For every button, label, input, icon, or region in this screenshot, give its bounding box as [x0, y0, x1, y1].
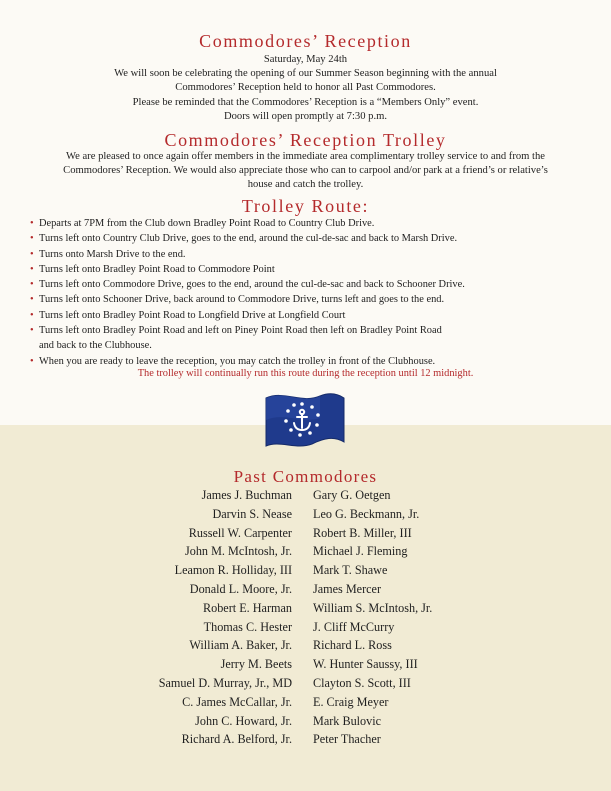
commodores-left-column — [100, 486, 292, 749]
route-item — [30, 292, 590, 307]
trolley-line: We are pleased to once again offer members in the immediate area complimentary trolley service to and from the — [65, 151, 545, 162]
route-item-text: Turns left onto Commodore Drive, goes to the end, around the cul-de-sac and back to Schooner Drive. — [39, 279, 465, 291]
commodore-name: C. James McCallar, Jr. — [182, 694, 292, 709]
bullet-icon: • — [30, 233, 34, 245]
route-item-text: Turns left onto Bradley Point Road and left on Piney Point Road then left on Bradley Point Road — [39, 325, 442, 337]
route-item — [30, 247, 590, 262]
route-list — [30, 216, 590, 369]
route-item-continuation: and back to the Clubhouse. — [39, 340, 152, 352]
route-item — [30, 216, 590, 231]
reception-line: Doors will open promptly at 7:30 p.m. — [223, 110, 387, 122]
route-item — [30, 262, 590, 277]
commodore-name: Richard L. Ross — [313, 638, 392, 653]
bullet-icon: • — [30, 355, 34, 367]
route-item — [30, 308, 590, 323]
commodore-name: Richard A. Belford, Jr. — [181, 732, 292, 747]
reception-line: Please be reminded that the Commodores’ Reception is a “Members Only” event. — [132, 96, 479, 108]
reception-title: Commodores’ Reception — [199, 31, 412, 51]
commodore-name: J. Cliff McCurry — [313, 619, 395, 634]
reception-date: Saturday, May 24th — [263, 54, 348, 65]
commodore-name: Darvin S. Nease — [212, 506, 292, 521]
commodore-name: John C. Howard, Jr. — [195, 713, 292, 728]
commodore-name: Leamon R. Holliday, III — [174, 563, 292, 578]
bullet-icon: • — [30, 218, 34, 229]
trolley-line: house and catch the trolley. — [247, 179, 364, 191]
route-title: Trolley Route: — [241, 196, 370, 216]
route-item-text: Turns onto Marsh Drive to the end. — [39, 248, 186, 260]
commodore-name: W. Hunter Saussy, III — [313, 657, 418, 672]
commodore-name: E. Craig Meyer — [313, 694, 389, 709]
commodore-name: William A. Baker, Jr. — [189, 638, 292, 653]
commodore-name: John M. McIntosh, Jr. — [185, 544, 292, 559]
commodore-name: Mark T. Shawe — [313, 563, 388, 578]
bullet-icon: • — [30, 248, 34, 260]
commodore-name: Robert E. Harman — [202, 600, 292, 615]
commodore-name: Jerry M. Beets — [220, 657, 292, 672]
bullet-icon: • — [30, 325, 34, 337]
bullet-icon: • — [30, 294, 34, 306]
route-item-text: Turns left onto Bradley Point Road to Commodore Point — [39, 263, 275, 275]
trolley-title: Commodores’ Reception Trolley — [164, 130, 447, 150]
route-note: The trolley will continually run this route during the reception until 12 midnight. — [137, 368, 474, 379]
route-item — [30, 277, 590, 292]
commodore-name: Gary G. Oetgen — [313, 488, 391, 502]
route-item-text: Turns left onto Bradley Point Road to Longfield Drive at Longfield Court — [39, 309, 346, 321]
reception-body — [40, 53, 571, 124]
bullet-icon: • — [30, 279, 34, 291]
past-commodores-title: Past Commodores — [233, 467, 378, 486]
commodore-name: James Mercer — [313, 581, 382, 596]
reception-line: We will soon be celebrating the opening of our Summer Season beginning with the annual — [114, 68, 497, 80]
commodores-right-column — [313, 486, 513, 749]
route-item — [30, 354, 590, 369]
route-item — [30, 323, 590, 354]
anchor-star-flag-icon — [262, 388, 348, 454]
route-item-text: Departs at 7PM from the Club down Bradley Point Road to Country Club Drive. — [39, 218, 375, 229]
commodore-name: Mark Bulovic — [313, 713, 382, 728]
bullet-icon: • — [30, 263, 34, 275]
commodore-name: Clayton S. Scott, III — [313, 675, 411, 690]
route-item — [30, 231, 590, 246]
commodore-name: James J. Buchman — [201, 488, 292, 502]
route-item-text: When you are ready to leave the reception, you may catch the trolley in front of the Clubhouse. — [39, 355, 436, 367]
commodore-name: Russell W. Carpenter — [188, 525, 292, 540]
commodore-name: Thomas C. Hester — [203, 619, 292, 634]
commodore-name: Samuel D. Murray, Jr., MD — [158, 675, 292, 690]
reception-line: Commodores’ Reception held to honor all Past Commodores. — [175, 82, 436, 94]
commodore-name: Michael J. Fleming — [313, 544, 408, 559]
commodore-name: William S. McIntosh, Jr. — [313, 600, 433, 615]
commodore-name: Robert B. Miller, III — [313, 525, 412, 540]
route-item-text: Turns left onto Schooner Drive, back around to Commodore Drive, turns left and goes to the end. — [39, 294, 445, 306]
commodore-name: Leo G. Beckmann, Jr. — [313, 506, 420, 521]
commodore-name: Peter Thacher — [313, 732, 381, 747]
bullet-icon: • — [30, 309, 34, 321]
commodore-name: Donald L. Moore, Jr. — [189, 581, 292, 596]
trolley-line: Commodores’ Reception. We would also appreciate those who can to carpool and/or park at a friend’s or relative’s — [63, 165, 548, 177]
route-item-text: Turns left onto Country Club Drive, goes to the end, around the cul-de-sac and back to Marsh Drive. — [39, 233, 458, 245]
trolley-body — [30, 150, 581, 193]
